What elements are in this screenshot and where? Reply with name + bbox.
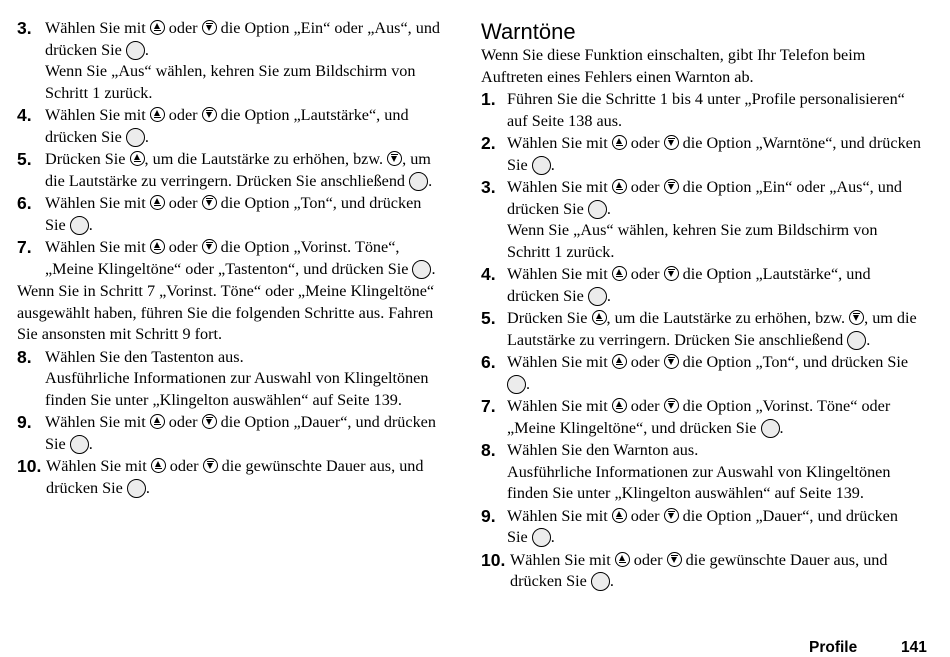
step-7: [481, 396, 921, 439]
step-text: Wählen Sie mit oder die gewünschte Dauer aus, und drücken Sie .: [46, 457, 424, 497]
down-key-icon: [664, 179, 679, 194]
step-number: 5.: [481, 308, 496, 328]
down-key-icon: [664, 135, 679, 150]
up-key-icon: [612, 179, 627, 194]
down-key-icon: [664, 398, 679, 413]
step-text: Wählen Sie mit oder die Option „Dauer“, und drücken Sie .: [507, 506, 898, 546]
down-key-icon: [202, 107, 217, 122]
step-note: Ausführliche Informationen zur Auswahl von Klingeltönen finden Sie unter „Klingelton auswählen“ auf Seite 139.: [45, 369, 429, 409]
step-text: Wählen Sie mit oder die gewünschte Dauer aus, und drücken Sie .: [510, 550, 888, 590]
center-key-icon: [412, 260, 431, 279]
step-text: Drücken Sie , um die Lautstärke zu erhöhen, bzw. , um die Lautstärke zu verringern. Drücken Sie anschließend .: [45, 150, 433, 190]
section-heading: Warntöne: [481, 19, 576, 44]
step-6: [17, 193, 442, 236]
step-number: 9.: [17, 412, 32, 432]
step-number: 6.: [481, 352, 496, 372]
step-text: Wählen Sie den Tastenton aus. Ausführliche Informationen zur Auswahl von Klingeltönen finden Sie unter „Klingelton auswählen“ auf Seite 139.: [45, 347, 442, 412]
step-text: Wählen Sie mit oder die Option „Lautstärke“, und drücken Sie .: [507, 265, 871, 305]
up-key-icon: [612, 266, 627, 281]
center-key-icon: [70, 216, 89, 235]
down-key-icon: [664, 266, 679, 281]
page-number: 141: [901, 639, 927, 656]
up-key-icon: [612, 508, 627, 523]
down-key-icon: [203, 458, 218, 473]
up-key-icon: [612, 354, 627, 369]
step-4: [481, 264, 921, 307]
step-text: Wählen Sie mit oder die Option „Ein“ oder „Aus“, und drücken Sie . Wenn Sie „Aus“ wählen, kehren Sie zum Bildschirm von Schritt 1 zurück.: [45, 18, 442, 104]
up-key-icon: [592, 310, 607, 325]
step-8: [17, 347, 442, 412]
step-note: Wenn Sie „Aus“ wählen, kehren Sie zum Bildschirm von Schritt 1 zurück.: [507, 221, 878, 261]
down-key-icon: [387, 151, 402, 166]
center-key-icon: [532, 528, 551, 547]
step-number: 2.: [481, 133, 496, 153]
left-column: [17, 18, 442, 500]
center-key-icon: [126, 41, 145, 60]
step-5: [481, 308, 921, 351]
step-8: [481, 440, 921, 505]
intro-paragraph: Wenn Sie diese Funktion einschalten, gibt Ihr Telefon beim Auftreten eines Fehlers einen Warnton ab.: [481, 46, 866, 86]
down-key-icon: [202, 20, 217, 35]
step-text: Wählen Sie mit oder die Option „Vorinst. Töne“, „Meine Klingeltöne“ oder „Tastenton“, und drücken Sie .: [45, 238, 436, 278]
step-5: [17, 149, 442, 192]
up-key-icon: [151, 458, 166, 473]
down-key-icon: [202, 414, 217, 429]
down-key-icon: [202, 239, 217, 254]
center-key-icon: [588, 200, 607, 219]
up-key-icon: [150, 195, 165, 210]
down-key-icon: [667, 552, 682, 567]
step-text: Wählen Sie mit oder die Option „Dauer“, und drücken Sie .: [45, 413, 436, 453]
center-key-icon: [761, 419, 780, 438]
step-6: [481, 352, 921, 395]
step-2: [481, 133, 921, 176]
down-key-icon: [849, 310, 864, 325]
step-text: Wählen Sie mit oder die Option „Vorinst. Töne“ oder „Meine Klingeltöne“, und drücken Sie .: [507, 397, 891, 437]
step-number: 10.: [17, 456, 42, 476]
conditional-paragraph: Wenn Sie in Schritt 7 „Vorinst. Töne“ oder „Meine Klingeltöne“ ausgewählt haben, führen Sie die folgenden Schritte aus. Fahren Sie ansonsten mit Schritt 9 fort.: [17, 282, 435, 343]
step-4: [17, 105, 442, 148]
step-text: Wählen Sie den Warnton aus. Ausführliche Informationen zur Auswahl von Klingeltönen finden Sie unter „Klingelton auswählen“ auf Seite 139.: [507, 440, 921, 505]
up-key-icon: [615, 552, 630, 567]
step-number: 10.: [481, 549, 506, 570]
step-9: [481, 506, 921, 549]
up-key-icon: [150, 20, 165, 35]
center-key-icon: [847, 331, 866, 350]
center-key-icon: [127, 479, 146, 498]
up-key-icon: [150, 414, 165, 429]
center-key-icon: [507, 375, 526, 394]
up-key-icon: [150, 107, 165, 122]
step-text: Wählen Sie mit oder die Option „Ton“, und drücken Sie .: [45, 194, 422, 234]
step-text: Führen Sie die Schritte 1 bis 4 unter „Profile personalisieren“ auf Seite 138 aus.: [507, 90, 905, 130]
down-key-icon: [202, 195, 217, 210]
step-number: 6.: [17, 193, 32, 213]
step-number: 5.: [17, 149, 32, 169]
step-number: 9.: [481, 505, 496, 526]
center-key-icon: [409, 172, 428, 191]
step-number: 3.: [481, 177, 496, 197]
center-key-icon: [70, 435, 89, 454]
center-key-icon: [532, 156, 551, 175]
step-number: 8.: [481, 440, 496, 460]
step-10: [481, 550, 921, 593]
center-key-icon: [591, 572, 610, 591]
step-3: [481, 177, 921, 263]
down-key-icon: [664, 508, 679, 523]
up-key-icon: [612, 135, 627, 150]
step-10: [17, 456, 442, 499]
step-number: 8.: [17, 346, 32, 367]
up-key-icon: [150, 239, 165, 254]
down-key-icon: [664, 354, 679, 369]
step-text: Wählen Sie mit oder die Option „Ein“ oder „Aus“, und drücken Sie . Wenn Sie „Aus“ wählen, kehren Sie zum Bildschirm von Schritt 1 zurück.: [507, 177, 921, 263]
step-number: 1.: [481, 89, 496, 109]
step-1: [481, 89, 921, 132]
step-number: 7.: [481, 396, 496, 416]
step-3: [17, 18, 442, 104]
step-text: Drücken Sie , um die Lautstärke zu erhöhen, bzw. , um die Lautstärke zu verringern. Drücken Sie anschließend .: [507, 309, 917, 349]
step-text: Wählen Sie mit oder die Option „Ton“, und drücken Sie .: [507, 353, 909, 393]
step-number: 4.: [17, 105, 32, 125]
step-text: Wählen Sie mit oder die Option „Lautstärke“, und drücken Sie .: [45, 106, 409, 146]
footer-section-title: Profile: [809, 639, 858, 656]
step-7: [17, 237, 442, 280]
step-number: 3.: [17, 18, 32, 38]
step-9: [17, 412, 442, 455]
up-key-icon: [612, 398, 627, 413]
step-note: Ausführliche Informationen zur Auswahl von Klingeltönen finden Sie unter „Klingelton auswählen“ auf Seite 139.: [507, 462, 891, 502]
up-key-icon: [130, 151, 145, 166]
step-number: 7.: [17, 237, 32, 257]
center-key-icon: [126, 128, 145, 147]
step-text: Wählen Sie mit oder die Option „Warntöne“, und drücken Sie .: [507, 134, 921, 174]
center-key-icon: [588, 287, 607, 306]
step-number: 4.: [481, 264, 496, 284]
right-column: [481, 18, 921, 594]
step-note: Wenn Sie „Aus“ wählen, kehren Sie zum Bildschirm von Schritt 1 zurück.: [45, 62, 416, 102]
